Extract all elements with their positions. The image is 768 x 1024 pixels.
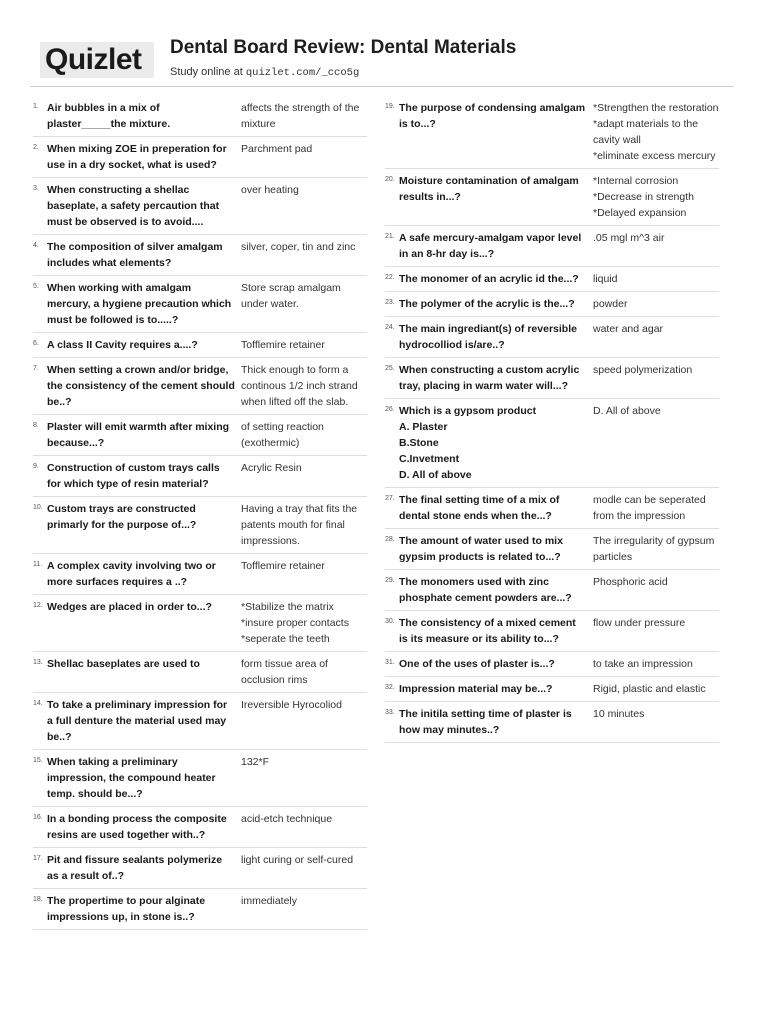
card-definition: Ireversible Hyrocoliod — [241, 699, 342, 711]
card-term: One of the uses of plaster is...? — [399, 658, 555, 670]
study-prefix: Study online at — [170, 66, 243, 78]
flashcard-row — [33, 137, 367, 178]
flashcard-row — [33, 889, 367, 930]
card-term: When constructing a shellac baseplate, a safety percaution that must be observed is to avoid.... — [47, 184, 220, 228]
flashcard-row — [33, 848, 367, 889]
header-divider — [30, 86, 734, 87]
card-term: When mixing ZOE in preperation for use in a dry socket, what is used? — [47, 143, 227, 171]
flashcard-row — [385, 317, 719, 358]
right-card-column — [385, 96, 719, 743]
card-term: The polymer of the acrylic is the...? — [399, 298, 575, 310]
card-term: The composition of silver amalgam includes what elements? — [47, 241, 223, 269]
card-definition: Rigid, plastic and elastic — [593, 683, 706, 695]
flashcard-row — [33, 807, 367, 848]
card-number: 20. — [385, 176, 395, 183]
card-term: When setting a crown and/or bridge, the consistency of the cement should be..? — [47, 364, 235, 408]
card-number: 28. — [385, 536, 395, 543]
flashcard-row — [33, 595, 367, 652]
card-term: The propertime to pour alginate impressions up, in stone is..? — [47, 895, 206, 923]
card-term: A safe mercury-amalgam vapor level in an 8-hr day is...? — [399, 232, 582, 260]
flashcard-row — [385, 570, 719, 611]
card-number: 5. — [33, 283, 39, 290]
card-number: 22. — [385, 274, 395, 281]
card-number: 10. — [33, 504, 43, 511]
card-term: The main ingrediant(s) of reversible hydrocolliod is/are..? — [399, 323, 577, 351]
card-definition: over heating — [241, 184, 299, 196]
card-definition: liquid — [593, 273, 618, 285]
card-term: The initila setting time of plaster is how may minutes..? — [399, 708, 572, 736]
card-definition: Store scrap amalgam under water. — [241, 282, 341, 310]
card-definition: *Internal corrosion *Decrease in strength *Delayed expansion — [593, 175, 694, 219]
page-title: Dental Board Review: Dental Materials — [170, 37, 517, 58]
card-definition: flow under pressure — [593, 617, 686, 629]
card-definition: 10 minutes — [593, 708, 645, 720]
card-term: The purpose of condensing amalgam is to...? — [399, 102, 586, 130]
card-term: Air bubbles in a mix of plaster_____the mixture. — [47, 102, 171, 130]
card-term: When working with amalgam mercury, a hygiene precaution which must be followed is to.....? — [47, 282, 232, 326]
logo-text: Quizlet — [45, 43, 142, 76]
card-number: 8. — [33, 422, 39, 429]
card-number: 19. — [385, 103, 395, 110]
card-definition: Parchment pad — [241, 143, 313, 155]
card-number: 6. — [33, 340, 39, 347]
flashcard-row — [385, 677, 719, 702]
flashcard-row — [385, 267, 719, 292]
card-number: 25. — [385, 365, 395, 372]
card-term: Moisture contamination of amalgam results in...? — [399, 175, 579, 203]
card-definition: Tofflemire retainer — [241, 339, 325, 351]
card-term: The consistency of a mixed cement is its measure or its ability to...? — [399, 617, 576, 645]
card-definition: Acrylic Resin — [241, 462, 302, 474]
card-term: When taking a preliminary impression, the compound heater temp. should be...? — [47, 756, 216, 800]
card-number: 32. — [385, 684, 395, 691]
card-number: 7. — [33, 365, 39, 372]
card-definition: The irregularity of gypsum particles — [593, 535, 715, 563]
card-definition: 132*F — [241, 756, 270, 768]
card-definition: .05 mgl m^3 air — [593, 232, 665, 244]
flashcard-row — [33, 96, 367, 137]
card-term: Construction of custom trays calls for which type of resin material? — [47, 462, 220, 490]
card-number: 33. — [385, 709, 395, 716]
card-term: Which is a gypsom product A. Plaster B.Stone C.Invetment D. All of above — [399, 405, 537, 481]
card-number: 9. — [33, 463, 39, 470]
card-number: 26. — [385, 406, 395, 413]
flashcard-row — [33, 456, 367, 497]
card-term: In a bonding process the composite resins are used together with..? — [47, 813, 227, 841]
card-number: 15. — [33, 757, 43, 764]
card-definition: water and agar — [593, 323, 664, 335]
flashcard-row — [385, 611, 719, 652]
flashcard-row — [33, 554, 367, 595]
card-definition: light curing or self-cured — [241, 854, 354, 866]
flashcard-row — [33, 652, 367, 693]
flashcard-row — [385, 529, 719, 570]
card-definition: D. All of above — [593, 405, 661, 417]
card-term: To take a preliminary impression for a full denture the material used may be..? — [47, 699, 228, 743]
flashcard-row — [385, 226, 719, 267]
card-number: 16. — [33, 814, 43, 821]
left-card-column — [33, 96, 367, 930]
card-definition: of setting reaction (exothermic) — [241, 421, 324, 449]
card-number: 2. — [33, 144, 39, 151]
card-number: 4. — [33, 242, 39, 249]
flashcard-row — [385, 96, 719, 169]
flashcard-row — [385, 358, 719, 399]
card-term: Wedges are placed in order to...? — [47, 601, 212, 613]
card-term: A complex cavity involving two or more surfaces requires a ..? — [47, 560, 216, 588]
card-definition: Thick enough to form a continous 1/2 inch strand when lifted off the slab. — [241, 364, 358, 408]
flashcard-row — [385, 652, 719, 677]
card-number: 24. — [385, 324, 395, 331]
card-definition: *Strengthen the restoration *adapt materials to the cavity wall *eliminate excess mercury — [593, 102, 719, 162]
card-definition: affects the strength of the mixture — [241, 102, 360, 130]
flashcard-row — [33, 358, 367, 415]
card-term: Impression material may be...? — [399, 683, 553, 695]
card-term: When constructing a custom acrylic tray, placing in warm water will...? — [399, 364, 580, 392]
card-definition: speed polymerization — [593, 364, 693, 376]
card-number: 18. — [33, 896, 43, 903]
card-number: 29. — [385, 577, 395, 584]
card-number: 27. — [385, 495, 395, 502]
card-definition: form tissue area of occlusion rims — [241, 658, 328, 686]
card-number: 1. — [33, 103, 39, 110]
card-definition: immediately — [241, 895, 298, 907]
flashcard-row — [33, 235, 367, 276]
flashcard-row — [33, 693, 367, 750]
card-definition: Tofflemire retainer — [241, 560, 325, 572]
card-definition: acid-etch technique — [241, 813, 333, 825]
card-number: 23. — [385, 299, 395, 306]
page-header — [0, 0, 768, 90]
quizlet-logo[interactable] — [40, 42, 154, 78]
card-definition: *Stabilize the matrix *insure proper contacts *seperate the teeth — [241, 601, 349, 645]
card-definition: Phosphoric acid — [593, 576, 668, 588]
flashcard-row — [33, 276, 367, 333]
flashcard-row — [33, 750, 367, 807]
card-definition: silver, coper, tin and zinc — [241, 241, 356, 253]
card-term: Custom trays are constructed primarly for the purpose of...? — [47, 503, 197, 531]
card-number: 17. — [33, 855, 43, 862]
card-number: 12. — [33, 602, 43, 609]
study-online-line — [170, 66, 359, 79]
card-term: Plaster will emit warmth after mixing because...? — [47, 421, 230, 449]
card-number: 30. — [385, 618, 395, 625]
card-definition: powder — [593, 298, 628, 310]
card-number: 13. — [33, 659, 43, 666]
flashcard-row — [385, 488, 719, 529]
card-definition: modle can be seperated from the impression — [593, 494, 706, 522]
card-term: A class II Cavity requires a....? — [47, 339, 198, 351]
card-term: Pit and fissure sealants polymerize as a result of..? — [47, 854, 223, 882]
flashcard-row — [33, 178, 367, 235]
card-number: 21. — [385, 233, 395, 240]
card-definition: Having a tray that fits the patents mouth for final impressions. — [241, 503, 358, 547]
card-number: 31. — [385, 659, 395, 666]
flashcard-row — [33, 415, 367, 456]
flashcard-row — [33, 333, 367, 358]
flashcard-row — [385, 169, 719, 226]
card-term: The monomer of an acrylic id the...? — [399, 273, 579, 285]
card-term: The monomers used with zinc phosphate cement powders are...? — [399, 576, 572, 604]
flashcard-row — [385, 292, 719, 317]
card-number: 3. — [33, 185, 39, 192]
flashcard-row — [385, 702, 719, 743]
card-term: The final setting time of a mix of dental stone ends when the...? — [399, 494, 560, 522]
card-number: 14. — [33, 700, 43, 707]
card-definition: to take an impression — [593, 658, 693, 670]
card-term: The amount of water used to mix gypsim products is related to...? — [399, 535, 563, 563]
study-url-link[interactable]: quizlet.com/_cco5g — [245, 67, 360, 79]
card-term: Shellac baseplates are used to — [47, 658, 200, 670]
flashcard-row — [385, 399, 719, 488]
flashcard-row — [33, 497, 367, 554]
card-number: 11. — [33, 561, 43, 568]
